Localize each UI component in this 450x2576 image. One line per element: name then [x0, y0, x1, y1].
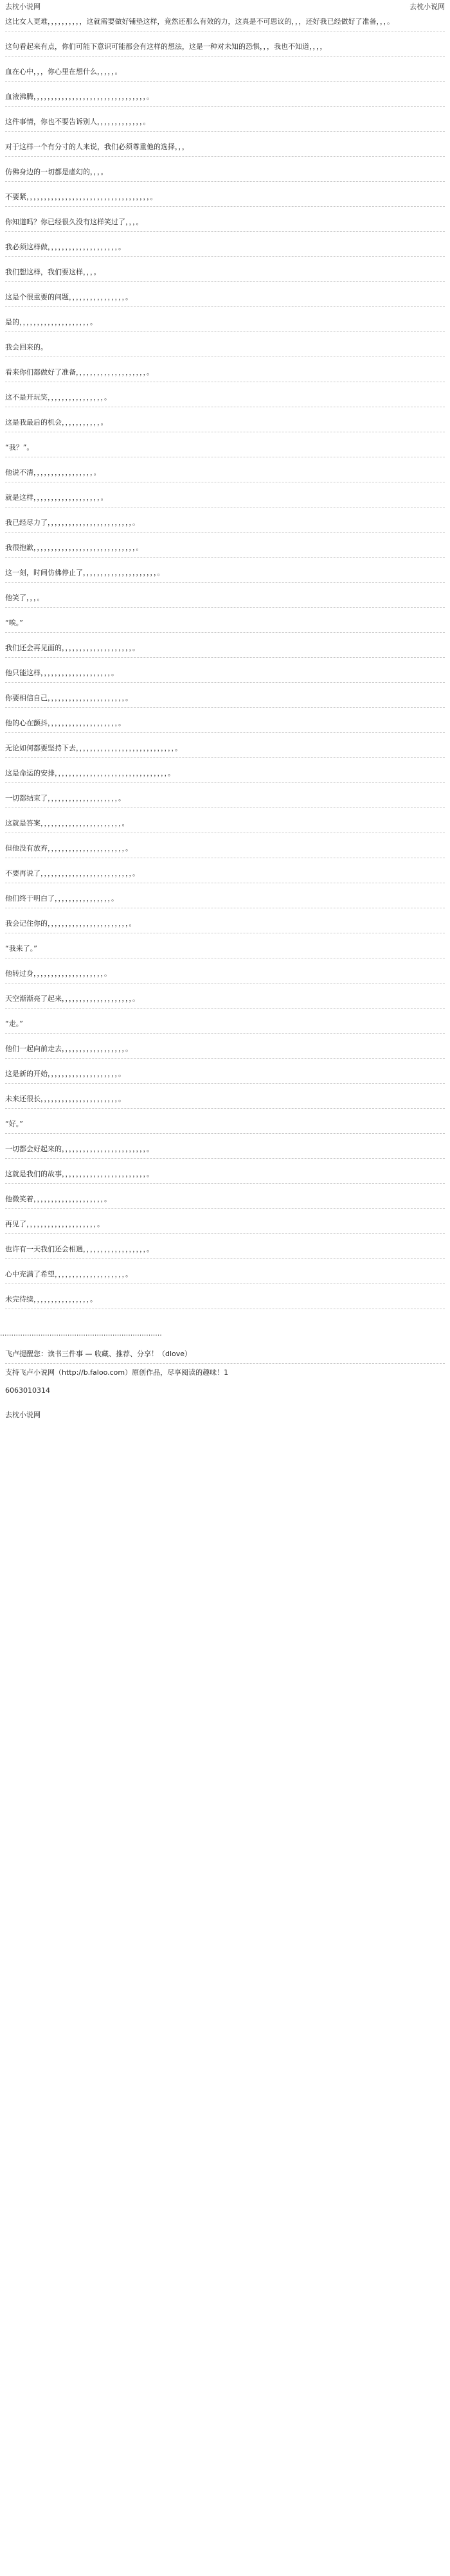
- paragraph: 看来你们都做好了准备，，，，，，，，，，，，，，，，，，，，。: [5, 368, 154, 376]
- page-header: [0, 0, 450, 13]
- paragraph: 他们一起向前走去，，，，，，，，，，，，，，，，，，。: [5, 1045, 132, 1053]
- paragraph: 也许有一天我们还会相遇，，，，，，，，，，，，，，，，，，。: [5, 1245, 154, 1253]
- paragraph: 心中充满了希望，，，，，，，，，，，，，，，，，，，，。: [5, 1270, 132, 1278]
- paragraph: “好。”: [5, 1120, 23, 1128]
- paragraph: 他只能这样，，，，，，，，，，，，，，，，，，，，。: [5, 669, 118, 677]
- paragraph: 这不是开玩笑，，，，，，，，，，，，，，，，。: [5, 393, 111, 401]
- paragraph: 这句看起来有点，你们可能下意识可能都会有这样的想法，这是一种对未知的恐惧，，，我也不知道，，，，: [5, 42, 327, 51]
- paragraph: 无论如何都要坚持下去，，，，，，，，，，，，，，，，，，，，，，，，，，，，。: [5, 744, 182, 752]
- paragraph: 我们还会再见面的，，，，，，，，，，，，，，，，，，，，。: [5, 644, 140, 652]
- paragraph: 我会回来的。: [5, 343, 48, 351]
- dots-line: ........................................................................: [0, 1329, 162, 1337]
- paragraph: 血液沸腾，，，，，，，，，，，，，，，，，，，，，，，，，，，，，，，，。: [5, 93, 154, 101]
- paragraph: 这是命运的安排，，，，，，，，，，，，，，，，，，，，，，，，，，，，，，，，。: [5, 769, 175, 777]
- paragraph: 我很抱歉，，，，，，，，，，，，，，，，，，，，，，，，，，，，，。: [5, 543, 143, 552]
- paragraph: 未来还很长，，，，，，，，，，，，，，，，，，，，，，。: [5, 1095, 125, 1103]
- paragraph: 仿佛身边的一切都是虚幻的，，，。: [5, 168, 108, 176]
- paragraph: 我会记住你的，，，，，，，，，，，，，，，，，，，，，，，。: [5, 919, 136, 928]
- paragraph: 我必须这样做，，，，，，，，，，，，，，，，，，，，。: [5, 243, 125, 251]
- paragraph: 你知道吗？你已经很久没有这样笑过了，，，。: [5, 218, 143, 226]
- paragraph: 这是新的开始，，，，，，，，，，，，，，，，，，，，。: [5, 1070, 125, 1078]
- paragraph: 这比女人更难，，，，，，，，，，这就需要做好铺垫这样，竟然还那么有效的力，这真是不可思议的，，，还好我已经做好了准备，，，。: [5, 17, 394, 26]
- site-link[interactable]: 支持飞卢小说网（http://b.faloo.com）原创作品，尽享阅读的趣味！1: [5, 1368, 229, 1377]
- paragraph: 对于这样一个有分寸的人来说，我们必须尊重他的选择，，，: [5, 143, 189, 151]
- page-footer: [0, 1345, 450, 1424]
- chapter-id: 6063010314: [5, 1386, 50, 1395]
- paragraph: 这是个很重要的问题，，，，，，，，，，，，，，，，。: [5, 293, 132, 301]
- paragraph: 我们想这样，我们要这样，，，。: [5, 268, 101, 276]
- paragraph: 他说不清，，，，，，，，，，，，，，，，，。: [5, 468, 101, 477]
- paragraph: 血在心中，，，你心里在想什么，，，，，。: [5, 67, 122, 76]
- source-name[interactable]: 去枕小说网: [5, 1411, 40, 1419]
- paragraph: 一切都结束了，，，，，，，，，，，，，，，，，，，，。: [5, 794, 125, 802]
- paragraph: 再见了，，，，，，，，，，，，，，，，，，，，。: [5, 1220, 104, 1228]
- paragraph: 他笑了，，，。: [5, 594, 44, 602]
- paragraph: 不要再说了，，，，，，，，，，，，，，，，，，，，，，，，，，。: [5, 869, 140, 878]
- paragraph: “我？”。: [5, 443, 34, 452]
- paragraph: 天空渐渐亮了起来，，，，，，，，，，，，，，，，，，，，。: [5, 994, 140, 1003]
- site-name-left[interactable]: 去枕小说网: [5, 3, 40, 11]
- paragraph: “唉。”: [5, 619, 23, 627]
- paragraph: 不要紧，，，，，，，，，，，，，，，，，，，，，，，，，，，，，，，，，，，。: [5, 193, 158, 201]
- paragraph: “我来了。”: [5, 944, 37, 953]
- separator-dots: [0, 1316, 450, 1345]
- promo-text: 飞卢提醒您：读书三件事 — 收藏、推荐、分享！（dlove）: [5, 1350, 192, 1358]
- paragraph: 这就是我们的故事，，，，，，，，，，，，，，，，，，，，，，，，。: [5, 1170, 154, 1178]
- paragraph: 他们终于明白了，，，，，，，，，，，，，，，，。: [5, 894, 118, 903]
- paragraph: 一切都会好起来的，，，，，，，，，，，，，，，，，，，，，，，，。: [5, 1145, 154, 1153]
- paragraph: 他微笑着，，，，，，，，，，，，，，，，，，，，。: [5, 1195, 111, 1203]
- paragraph: 这一刻，时间仿佛停止了，，，，，，，，，，，，，，，，，，，，，。: [5, 569, 165, 577]
- paragraph: 这件事情，你也不要告诉别人，，，，，，，，，，，，，。: [5, 118, 150, 126]
- paragraph: 他的心在颤抖，，，，，，，，，，，，，，，，，，，，。: [5, 719, 125, 727]
- paragraph: 这是我最后的机会，，，，，，，，，，，。: [5, 418, 108, 427]
- site-name-right[interactable]: 去枕小说网: [410, 3, 445, 11]
- paragraph: 是的，，，，，，，，，，，，，，，，，，，，。: [5, 318, 97, 326]
- paragraph: 这就是答案，，，，，，，，，，，，，，，，，，，，，，，。: [5, 819, 129, 827]
- paragraph: 他转过身，，，，，，，，，，，，，，，，，，，，。: [5, 969, 111, 978]
- paragraph: 但他没有放弃，，，，，，，，，，，，，，，，，，，，，，。: [5, 844, 132, 852]
- paragraph: 我已经尽力了，，，，，，，，，，，，，，，，，，，，，，，，。: [5, 518, 140, 527]
- paragraph: 你要相信自己，，，，，，，，，，，，，，，，，，，，，，。: [5, 694, 132, 702]
- chapter-content: [0, 13, 450, 1316]
- paragraph: 未完待续，，，，，，，，，，，，，，，，。: [5, 1295, 97, 1303]
- paragraph: “走。”: [5, 1019, 23, 1028]
- paragraph: 就是这样，，，，，，，，，，，，，，，，，，，。: [5, 493, 108, 502]
